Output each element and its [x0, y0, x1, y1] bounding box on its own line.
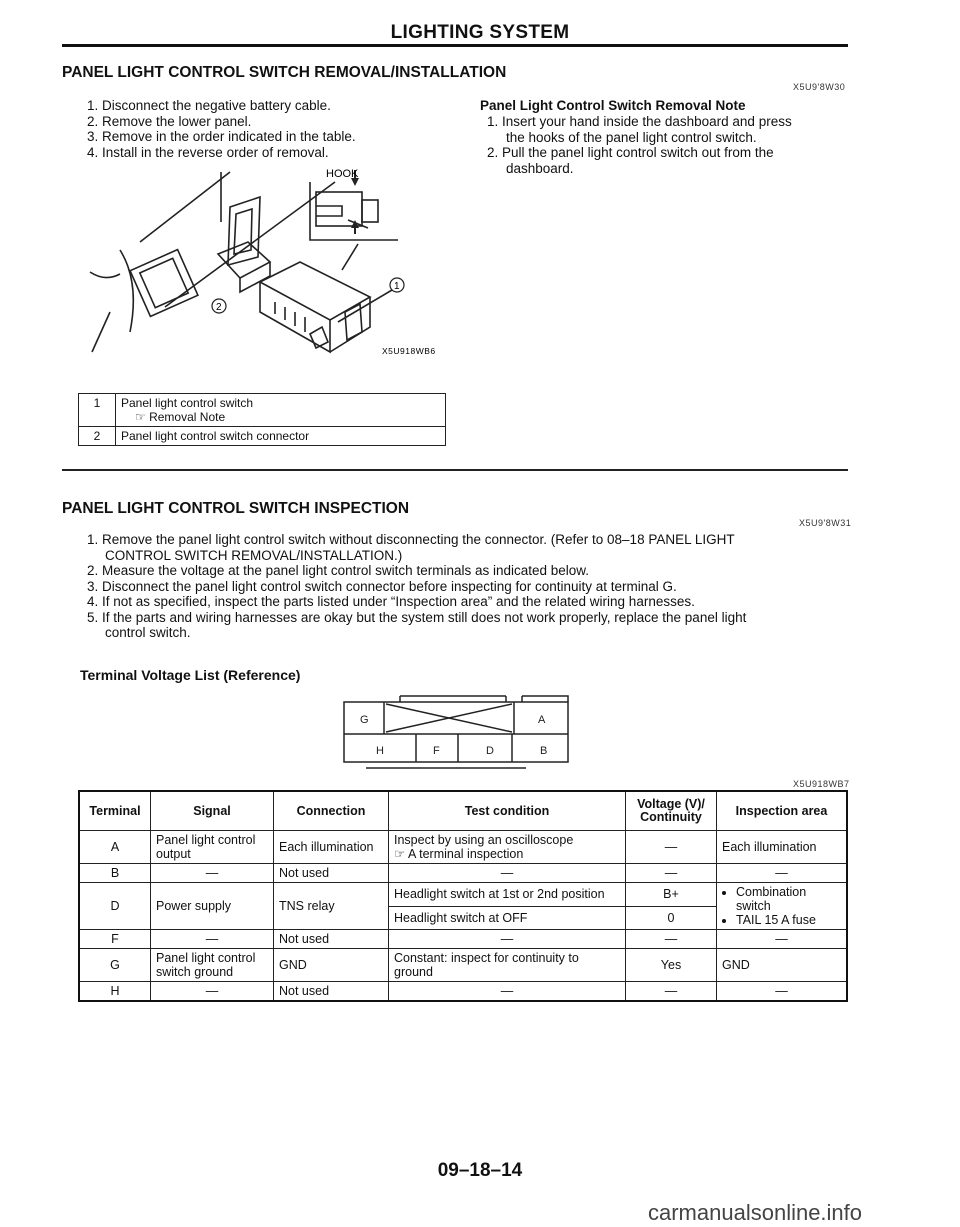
cell-area: GND — [717, 949, 848, 982]
pin-f: F — [433, 745, 440, 757]
part-name: Panel light control switch — [121, 396, 254, 410]
removal-note-steps — [487, 114, 792, 176]
cell-signal: Power supply — [151, 883, 274, 930]
cell-connection: GND — [274, 949, 389, 982]
inspection-step: 1. Remove the panel light control switch without disconnecting the connector. (Refer to 08–18 PANEL LIGHT — [87, 532, 735, 547]
table-row — [79, 982, 847, 1002]
column-header: Voltage (V)/ Continuity — [626, 791, 717, 831]
inspection-step: 5. If the parts and wiring harnesses are okay but the system still does not work properly, replace the panel light — [87, 609, 747, 625]
terminal-voltage-table — [78, 790, 848, 1002]
table-header-row — [79, 791, 847, 831]
cell-terminal: B — [79, 864, 151, 883]
connector-diagram — [336, 692, 576, 770]
part-number: 2 — [79, 427, 116, 446]
watermark: carmanualsonline.info — [648, 1200, 863, 1225]
cell-area: — — [717, 864, 848, 883]
note-step: 2. Pull the panel light control switch out from the — [487, 145, 774, 160]
inspection-step-continued: CONTROL SWITCH REMOVAL/INSTALLATION.) — [105, 547, 403, 563]
cell-connection: Not used — [274, 864, 389, 883]
cell-voltage: — — [626, 930, 717, 949]
cell-voltage: — — [626, 831, 717, 864]
cell-test: Headlight switch at OFF — [389, 906, 626, 930]
cell-voltage: Yes — [626, 949, 717, 982]
inspection-step: 2. Measure the voltage at the panel light control switch terminals as indicated below. — [87, 563, 590, 578]
cell-area — [717, 883, 848, 930]
note-step-continued: the hooks of the panel light control switch. — [506, 129, 757, 145]
inspection-steps — [87, 532, 746, 641]
pin-d: D — [486, 745, 494, 757]
inspection-area-item: • TAIL 15 A fuse — [736, 913, 841, 927]
table-row — [79, 427, 446, 446]
figure-code: X5U918WB6 — [382, 346, 436, 356]
table-row — [79, 949, 847, 982]
table-row — [79, 394, 446, 427]
inspection-section-code: X5U9'8W31 — [799, 518, 852, 528]
cell-terminal: H — [79, 982, 151, 1002]
cell-test: — — [389, 982, 626, 1002]
cell-area: — — [717, 930, 848, 949]
pin-h: H — [376, 745, 384, 757]
inspection-area-item: • Combination switch — [736, 885, 841, 913]
pin-a: A — [538, 714, 546, 726]
cell-terminal: A — [79, 831, 151, 864]
terminal-list-title: Terminal Voltage List (Reference) — [80, 667, 301, 683]
column-header: Test condition — [389, 791, 626, 831]
header-rule — [62, 44, 848, 47]
table-row — [79, 831, 847, 864]
switch-removal-illustration — [80, 162, 460, 372]
column-header: Inspection area — [717, 791, 848, 831]
inspection-section-title: PANEL LIGHT CONTROL SWITCH INSPECTION — [62, 500, 410, 517]
hook-label: HOOK — [326, 168, 359, 180]
cell-area: — — [717, 982, 848, 1002]
removal-steps — [87, 98, 356, 160]
cell-connection: Not used — [274, 930, 389, 949]
page-header-title: LIGHTING SYSTEM — [390, 22, 570, 43]
part-note: ☞ Removal Note — [135, 410, 226, 424]
table-row — [79, 864, 847, 883]
cell-test — [389, 831, 626, 864]
part-name: Panel light control switch connector — [116, 427, 446, 446]
cell-test: Constant: inspect for continuity to ground — [389, 949, 626, 982]
cell-signal: Panel light control switch ground — [151, 949, 274, 982]
removal-parts-table — [78, 393, 446, 446]
part-cell — [116, 394, 446, 427]
cell-terminal: G — [79, 949, 151, 982]
part-number: 1 — [79, 394, 116, 427]
cell-signal: Panel light control output — [151, 831, 274, 864]
test-condition: Inspect by using an oscilloscope — [394, 833, 574, 847]
removal-section-code: X5U9'8W30 — [793, 82, 846, 92]
connector-code: X5U918WB7 — [793, 779, 850, 789]
removal-step: 2. Remove the lower panel. — [87, 113, 252, 129]
inspection-step: 4. If not as specified, inspect the parts listed under “Inspection area” and the related wiring harnesses. — [87, 594, 695, 609]
removal-step: 4. Install in the reverse order of removal. — [87, 144, 329, 160]
inspection-step-continued: control switch. — [105, 625, 191, 640]
cell-signal: — — [151, 982, 274, 1002]
removal-section-title: PANEL LIGHT CONTROL SWITCH REMOVAL/INSTALLATION — [62, 64, 507, 81]
column-header: Connection — [274, 791, 389, 831]
page-number: 09–18–14 — [437, 1160, 523, 1181]
cell-test: Headlight switch at 1st or 2nd position — [389, 883, 626, 907]
pin-b: B — [540, 745, 548, 757]
column-header: Signal — [151, 791, 274, 831]
cell-voltage: 0 — [626, 906, 717, 930]
test-note: ☞ A terminal inspection — [394, 847, 524, 861]
cell-voltage: B+ — [626, 883, 717, 907]
cell-voltage: — — [626, 982, 717, 1002]
callout-2: 2 — [216, 302, 222, 313]
cell-connection: Each illumination — [274, 831, 389, 864]
removal-note-title: Panel Light Control Switch Removal Note — [480, 98, 746, 113]
cell-area: Each illumination — [717, 831, 848, 864]
callout-1: 1 — [394, 281, 400, 292]
cell-voltage: — — [626, 864, 717, 883]
inspection-step: 3. Disconnect the panel light control switch connector before inspecting for continuity at terminal G. — [87, 578, 677, 594]
section-divider — [62, 469, 848, 471]
cell-connection: TNS relay — [274, 883, 389, 930]
removal-step: 3. Remove in the order indicated in the table. — [87, 129, 356, 144]
note-step-continued: dashboard. — [506, 160, 574, 176]
pin-g: G — [360, 714, 369, 726]
removal-step: 1. Disconnect the negative battery cable. — [87, 98, 331, 113]
cell-terminal: F — [79, 930, 151, 949]
cell-connection: Not used — [274, 982, 389, 1002]
note-step: 1. Insert your hand inside the dashboard and press — [487, 114, 792, 129]
cell-test: — — [389, 930, 626, 949]
table-row — [79, 930, 847, 949]
cell-signal: — — [151, 930, 274, 949]
cell-terminal: D — [79, 883, 151, 930]
table-row — [79, 883, 847, 907]
cell-test: — — [389, 864, 626, 883]
cell-signal: — — [151, 864, 274, 883]
column-header: Terminal — [79, 791, 151, 831]
